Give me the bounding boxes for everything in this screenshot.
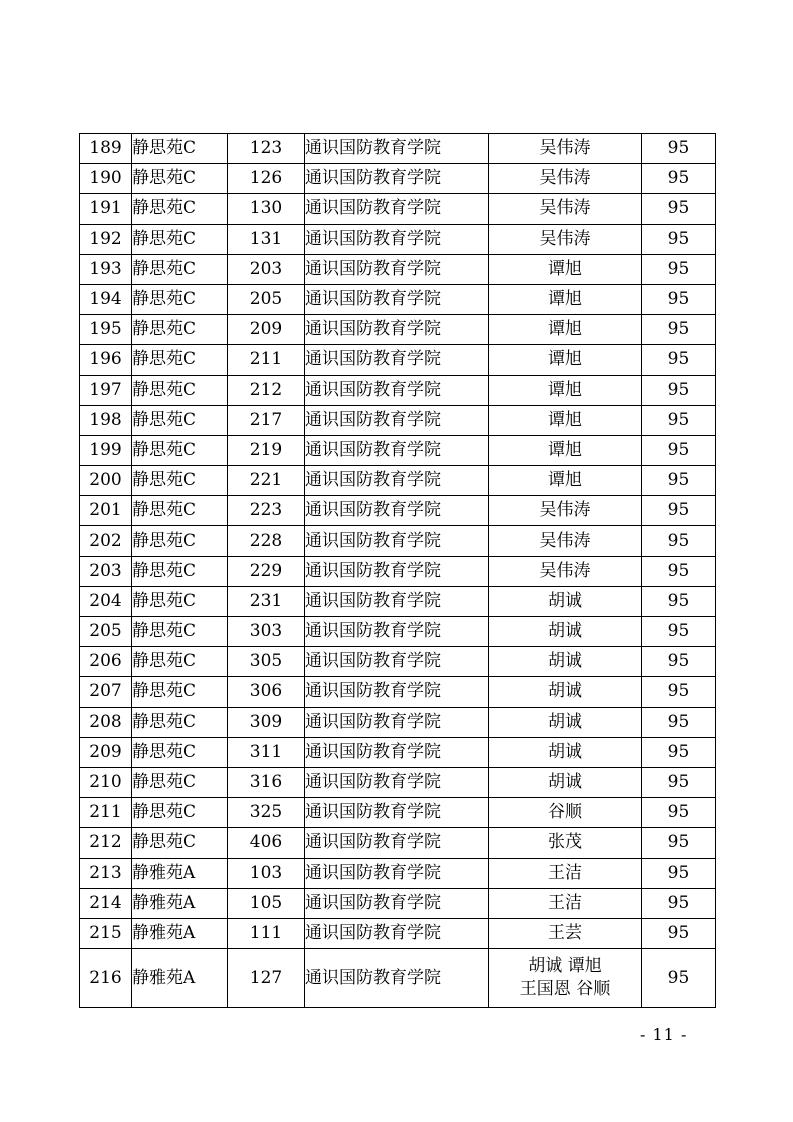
row-number-cell: 208 [80,707,132,737]
inspector-name: 王国恩 谷顺 [519,979,611,1000]
college-cell: 通识国防教育学院 [305,888,489,918]
score-cell: 95 [642,677,716,707]
college-cell: 通识国防教育学院 [305,707,489,737]
row-number-cell: 191 [80,194,132,224]
score-cell: 95 [642,949,716,1008]
college-cell: 通识国防教育学院 [305,526,489,556]
inspector-name: 胡诚 [548,621,582,642]
room-cell: 311 [228,737,305,767]
inspector-cell [489,315,642,345]
room-cell: 229 [228,556,305,586]
college-cell: 通识国防教育学院 [305,164,489,194]
inspector-name: 吴伟涛 [539,560,591,581]
building-cell: 静思苑C [132,707,228,737]
building-cell: 静思苑C [132,315,228,345]
table-row [80,526,716,556]
college-cell: 通识国防教育学院 [305,254,489,284]
room-cell: 105 [228,888,305,918]
inspector-cell [489,435,642,465]
building-cell: 静思苑C [132,345,228,375]
room-cell: 406 [228,828,305,858]
inspector-name: 胡诚 谭旭 [528,956,602,977]
room-cell: 228 [228,526,305,556]
table-row [80,466,716,496]
inspector-name: 胡诚 [548,590,582,611]
score-cell: 95 [642,315,716,345]
inspector-cell [489,556,642,586]
score-cell: 95 [642,496,716,526]
score-cell: 95 [642,586,716,616]
room-cell: 211 [228,345,305,375]
room-cell: 223 [228,496,305,526]
score-cell: 95 [642,556,716,586]
room-cell: 203 [228,254,305,284]
table-row [80,405,716,435]
inspector-name: 谭旭 [548,470,582,491]
building-cell: 静思苑C [132,254,228,284]
row-number-cell: 213 [80,858,132,888]
college-cell: 通识国防教育学院 [305,918,489,948]
table-row [80,828,716,858]
room-cell: 127 [228,949,305,1008]
score-cell: 95 [642,647,716,677]
inspector-cell [489,888,642,918]
room-cell: 325 [228,798,305,828]
row-number-cell: 190 [80,164,132,194]
row-number-cell: 212 [80,828,132,858]
inspector-name: 王洁 [548,862,582,883]
inspector-cell [489,586,642,616]
table-row [80,254,716,284]
table-row [80,949,716,1008]
row-number-cell: 201 [80,496,132,526]
inspector-name: 谭旭 [548,289,582,310]
college-cell: 通识国防教育学院 [305,798,489,828]
row-number-cell: 197 [80,375,132,405]
score-cell: 95 [642,405,716,435]
inspector-name: 王芸 [548,922,582,943]
score-cell: 95 [642,224,716,254]
room-cell: 219 [228,435,305,465]
score-cell: 95 [642,134,716,164]
room-cell: 212 [228,375,305,405]
building-cell: 静思苑C [132,617,228,647]
table-row [80,858,716,888]
inspector-name: 谭旭 [548,409,582,430]
building-cell: 静雅苑A [132,888,228,918]
row-number-cell: 214 [80,888,132,918]
inspector-name: 吴伟涛 [539,500,591,521]
room-cell: 231 [228,586,305,616]
score-cell: 95 [642,435,716,465]
inspector-cell [489,858,642,888]
inspector-cell [489,617,642,647]
table-row [80,496,716,526]
room-cell: 123 [228,134,305,164]
inspector-name: 谷顺 [548,802,582,823]
inspector-cell [489,677,642,707]
page-number: - 11 - [640,1025,688,1044]
table-row [80,435,716,465]
building-cell: 静思苑C [132,526,228,556]
score-cell: 95 [642,375,716,405]
table-row [80,586,716,616]
inspector-cell [489,828,642,858]
inspector-cell [489,798,642,828]
inspector-cell [489,224,642,254]
inspector-name: 谭旭 [548,379,582,400]
score-cell: 95 [642,767,716,797]
table-row [80,707,716,737]
room-cell: 130 [228,194,305,224]
table-row [80,345,716,375]
college-cell: 通识国防教育学院 [305,496,489,526]
college-cell: 通识国防教育学院 [305,737,489,767]
building-cell: 静思苑C [132,224,228,254]
table-row [80,767,716,797]
row-number-cell: 198 [80,405,132,435]
inspector-cell [489,737,642,767]
inspector-name: 胡诚 [548,711,582,732]
inspector-name: 吴伟涛 [539,168,591,189]
college-cell: 通识国防教育学院 [305,435,489,465]
row-number-cell: 210 [80,767,132,797]
inspector-cell [489,405,642,435]
room-cell: 111 [228,918,305,948]
room-cell: 217 [228,405,305,435]
college-cell: 通识国防教育学院 [305,466,489,496]
table-row [80,194,716,224]
score-cell: 95 [642,254,716,284]
score-cell: 95 [642,617,716,647]
score-cell: 95 [642,798,716,828]
score-cell: 95 [642,918,716,948]
row-number-cell: 215 [80,918,132,948]
building-cell: 静思苑C [132,798,228,828]
table-row [80,134,716,164]
table-row [80,164,716,194]
inspector-cell [489,949,642,1008]
table-row [80,556,716,586]
building-cell: 静思苑C [132,375,228,405]
building-cell: 静雅苑A [132,949,228,1008]
room-cell: 306 [228,677,305,707]
row-number-cell: 199 [80,435,132,465]
inspector-cell [489,284,642,314]
building-cell: 静雅苑A [132,918,228,948]
inspector-name: 胡诚 [548,681,582,702]
building-cell: 静思苑C [132,134,228,164]
dormitory-score-table [79,133,716,1008]
table-row [80,315,716,345]
row-number-cell: 202 [80,526,132,556]
score-cell: 95 [642,707,716,737]
row-number-cell: 189 [80,134,132,164]
score-cell: 95 [642,284,716,314]
inspector-cell [489,526,642,556]
inspector-name: 谭旭 [548,258,582,279]
room-cell: 126 [228,164,305,194]
table-body [80,134,716,1008]
row-number-cell: 205 [80,617,132,647]
college-cell: 通识国防教育学院 [305,677,489,707]
row-number-cell: 193 [80,254,132,284]
score-cell: 95 [642,526,716,556]
table-row [80,375,716,405]
room-cell: 305 [228,647,305,677]
building-cell: 静思苑C [132,466,228,496]
room-cell: 316 [228,767,305,797]
row-number-cell: 207 [80,677,132,707]
building-cell: 静思苑C [132,164,228,194]
room-cell: 221 [228,466,305,496]
row-number-cell: 200 [80,466,132,496]
table-row [80,888,716,918]
building-cell: 静思苑C [132,435,228,465]
inspector-name: 谭旭 [548,319,582,340]
table-row [80,798,716,828]
building-cell: 静思苑C [132,767,228,797]
inspector-cell [489,767,642,797]
table-row [80,647,716,677]
inspector-name: 王洁 [548,892,582,913]
building-cell: 静思苑C [132,586,228,616]
inspector-cell [489,375,642,405]
college-cell: 通识国防教育学院 [305,405,489,435]
inspector-name: 谭旭 [548,349,582,370]
college-cell: 通识国防教育学院 [305,194,489,224]
room-cell: 131 [228,224,305,254]
inspector-cell [489,918,642,948]
building-cell: 静思苑C [132,556,228,586]
inspector-cell [489,647,642,677]
inspector-cell [489,134,642,164]
room-cell: 209 [228,315,305,345]
row-number-cell: 204 [80,586,132,616]
inspector-name: 吴伟涛 [539,198,591,219]
building-cell: 静思苑C [132,828,228,858]
inspector-cell [489,194,642,224]
college-cell: 通识国防教育学院 [305,375,489,405]
score-cell: 95 [642,828,716,858]
college-cell: 通识国防教育学院 [305,345,489,375]
building-cell: 静雅苑A [132,858,228,888]
room-cell: 303 [228,617,305,647]
row-number-cell: 209 [80,737,132,767]
row-number-cell: 216 [80,949,132,1008]
college-cell: 通识国防教育学院 [305,284,489,314]
room-cell: 205 [228,284,305,314]
table-row [80,284,716,314]
inspector-cell [489,345,642,375]
inspector-cell [489,466,642,496]
college-cell: 通识国防教育学院 [305,617,489,647]
table-row [80,737,716,767]
row-number-cell: 203 [80,556,132,586]
inspector-name: 张茂 [548,832,582,853]
table-row [80,224,716,254]
inspector-cell [489,496,642,526]
row-number-cell: 211 [80,798,132,828]
row-number-cell: 206 [80,647,132,677]
score-cell: 95 [642,737,716,767]
college-cell: 通识国防教育学院 [305,767,489,797]
college-cell: 通识国防教育学院 [305,134,489,164]
building-cell: 静思苑C [132,737,228,767]
inspector-name: 吴伟涛 [539,138,591,159]
college-cell: 通识国防教育学院 [305,315,489,345]
score-cell: 95 [642,888,716,918]
inspector-cell [489,164,642,194]
score-cell: 95 [642,194,716,224]
building-cell: 静思苑C [132,284,228,314]
inspector-name: 谭旭 [548,439,582,460]
score-cell: 95 [642,345,716,375]
inspector-name: 胡诚 [548,651,582,672]
building-cell: 静思苑C [132,496,228,526]
table-row [80,617,716,647]
room-cell: 309 [228,707,305,737]
inspector-name: 吴伟涛 [539,228,591,249]
row-number-cell: 194 [80,284,132,314]
building-cell: 静思苑C [132,405,228,435]
college-cell: 通识国防教育学院 [305,858,489,888]
college-cell: 通识国防教育学院 [305,556,489,586]
score-cell: 95 [642,466,716,496]
building-cell: 静思苑C [132,194,228,224]
building-cell: 静思苑C [132,677,228,707]
row-number-cell: 192 [80,224,132,254]
row-number-cell: 196 [80,345,132,375]
row-number-cell: 195 [80,315,132,345]
table-row [80,918,716,948]
score-cell: 95 [642,164,716,194]
inspector-cell [489,254,642,284]
score-cell: 95 [642,858,716,888]
room-cell: 103 [228,858,305,888]
college-cell: 通识国防教育学院 [305,586,489,616]
college-cell: 通识国防教育学院 [305,647,489,677]
building-cell: 静思苑C [132,647,228,677]
college-cell: 通识国防教育学院 [305,828,489,858]
inspector-name: 吴伟涛 [539,530,591,551]
inspector-name: 胡诚 [548,741,582,762]
table-row [80,677,716,707]
inspector-cell [489,707,642,737]
college-cell: 通识国防教育学院 [305,224,489,254]
inspector-name: 胡诚 [548,772,582,793]
college-cell: 通识国防教育学院 [305,949,489,1008]
